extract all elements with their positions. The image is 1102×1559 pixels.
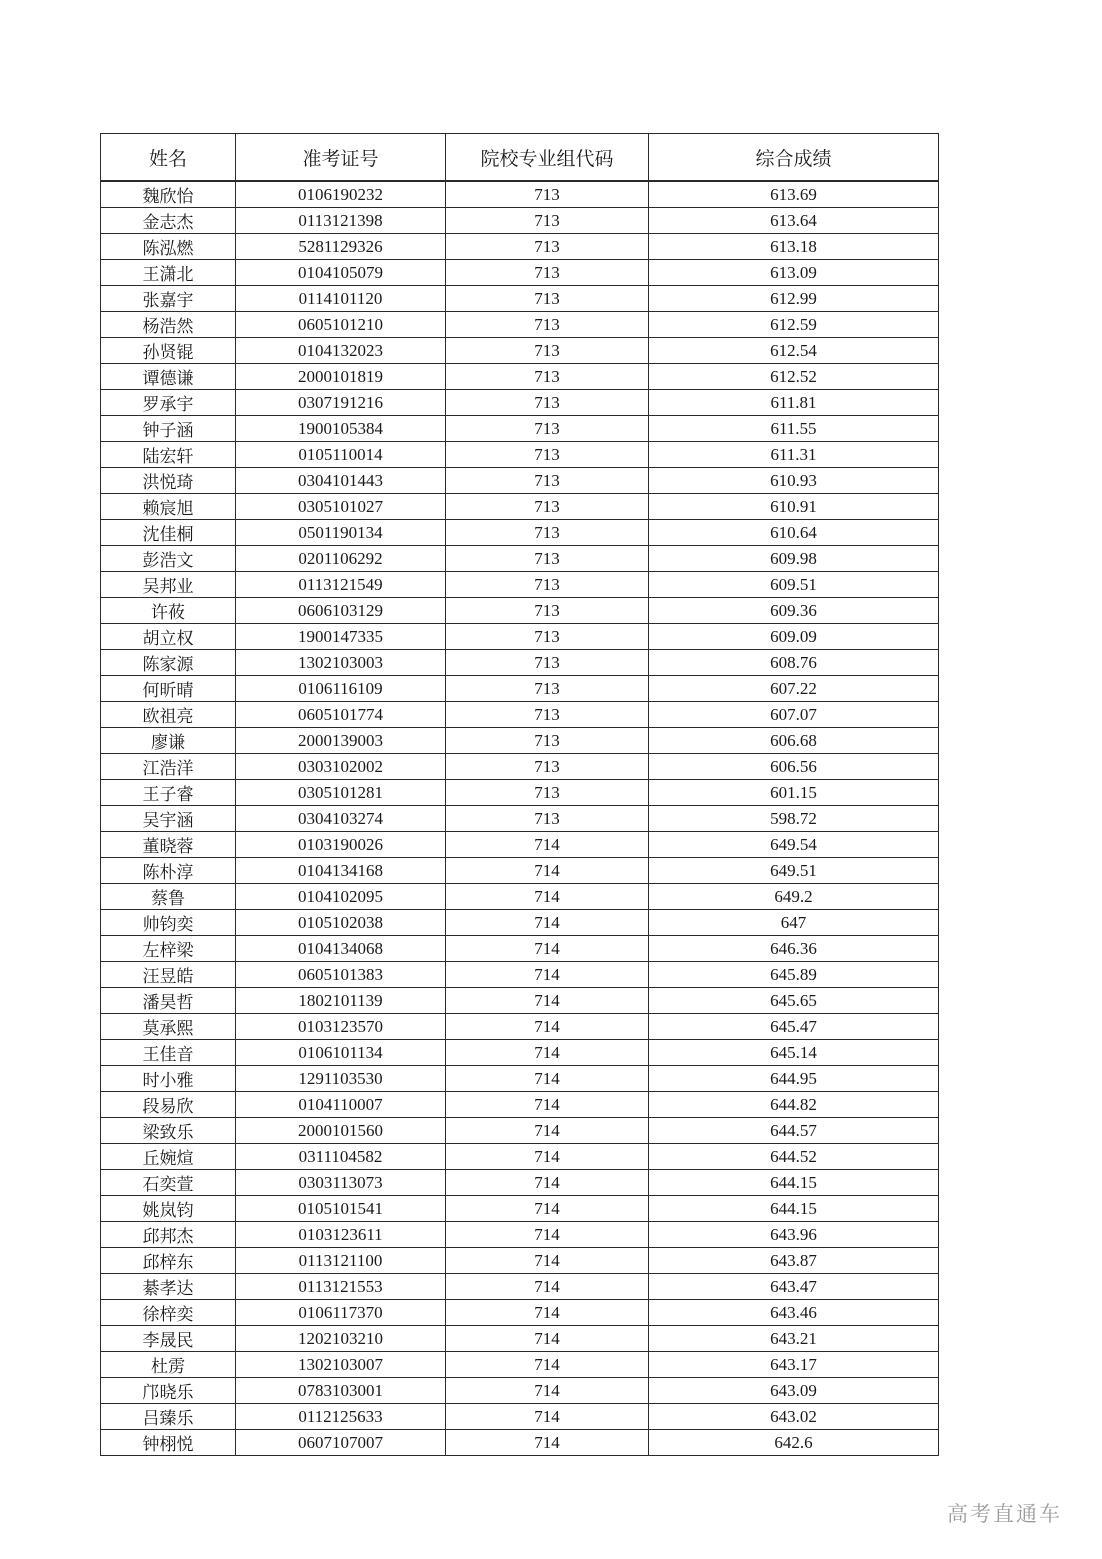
column-header: 综合成绩	[649, 134, 939, 182]
table-row	[101, 1378, 939, 1404]
table-cell: 0113121549	[236, 572, 446, 598]
table-cell: 611.81	[649, 390, 939, 416]
table-cell: 649.2	[649, 884, 939, 910]
table-cell: 0311104582	[236, 1144, 446, 1170]
table-cell: 714	[446, 1222, 649, 1248]
table-cell: 714	[446, 1170, 649, 1196]
table-cell: 彭浩文	[101, 546, 236, 572]
table-cell: 洪悦琦	[101, 468, 236, 494]
table-cell: 601.15	[649, 780, 939, 806]
table-cell: 杜雳	[101, 1352, 236, 1378]
table-cell: 610.64	[649, 520, 939, 546]
table-cell: 5281129326	[236, 234, 446, 260]
table-cell: 0104105079	[236, 260, 446, 286]
table-row	[101, 1326, 939, 1352]
table-row	[101, 1248, 939, 1274]
table-cell: 0104102095	[236, 884, 446, 910]
table-cell: 陈泓燃	[101, 234, 236, 260]
table-cell: 石奕萱	[101, 1170, 236, 1196]
table-row	[101, 780, 939, 806]
table-row	[101, 1170, 939, 1196]
table-row	[101, 598, 939, 624]
table-cell: 0303113073	[236, 1170, 446, 1196]
table-cell: 714	[446, 1144, 649, 1170]
table-row	[101, 650, 939, 676]
table-cell: 714	[446, 1066, 649, 1092]
table-cell: 沈佳桐	[101, 520, 236, 546]
table-cell: 607.22	[649, 676, 939, 702]
table-cell: 713	[446, 520, 649, 546]
table-row	[101, 936, 939, 962]
table-cell: 0201106292	[236, 546, 446, 572]
table-row	[101, 988, 939, 1014]
table-cell: 613.18	[649, 234, 939, 260]
header-row	[101, 134, 939, 182]
table-cell: 713	[446, 312, 649, 338]
table-row	[101, 468, 939, 494]
table-cell: 714	[446, 1040, 649, 1066]
table-cell: 714	[446, 1430, 649, 1456]
table-row	[101, 1430, 939, 1456]
table-row	[101, 1118, 939, 1144]
table-cell: 714	[446, 1092, 649, 1118]
table-row	[101, 1066, 939, 1092]
table-cell: 714	[446, 936, 649, 962]
table-row	[101, 494, 939, 520]
table-row	[101, 1222, 939, 1248]
table-cell: 潘昊哲	[101, 988, 236, 1014]
table-cell: 714	[446, 1118, 649, 1144]
table-cell: 713	[446, 650, 649, 676]
table-cell: 王佳音	[101, 1040, 236, 1066]
table-row	[101, 806, 939, 832]
table-cell: 598.72	[649, 806, 939, 832]
table-cell: 613.09	[649, 260, 939, 286]
table-row	[101, 884, 939, 910]
table-row	[101, 416, 939, 442]
table-row	[101, 728, 939, 754]
table-cell: 钟栩悦	[101, 1430, 236, 1456]
table-cell: 0103190026	[236, 832, 446, 858]
table-cell: 643.17	[649, 1352, 939, 1378]
table-row	[101, 181, 939, 208]
table-cell: 714	[446, 832, 649, 858]
table-cell: 蔡鲁	[101, 884, 236, 910]
table-cell: 0307191216	[236, 390, 446, 416]
table-cell: 0605101383	[236, 962, 446, 988]
table-row	[101, 1040, 939, 1066]
table-row	[101, 234, 939, 260]
table-cell: 0113121100	[236, 1248, 446, 1274]
table-cell: 647	[649, 910, 939, 936]
table-cell: 1802101139	[236, 988, 446, 1014]
table-cell: 2000139003	[236, 728, 446, 754]
table-row	[101, 390, 939, 416]
table-cell: 胡立权	[101, 624, 236, 650]
table-cell: 0304101443	[236, 468, 446, 494]
table-cell: 713	[446, 442, 649, 468]
table-row	[101, 1404, 939, 1430]
table-row	[101, 1300, 939, 1326]
table-cell: 610.91	[649, 494, 939, 520]
table-cell: 714	[446, 884, 649, 910]
table-cell: 何昕晴	[101, 676, 236, 702]
table-cell: 713	[446, 754, 649, 780]
table-row	[101, 260, 939, 286]
table-cell: 644.15	[649, 1170, 939, 1196]
table-cell: 714	[446, 1300, 649, 1326]
table-cell: 0606103129	[236, 598, 446, 624]
table-row	[101, 546, 939, 572]
column-header: 姓名	[101, 134, 236, 182]
table-cell: 1291103530	[236, 1066, 446, 1092]
table-row	[101, 1092, 939, 1118]
table-cell: 0605101774	[236, 702, 446, 728]
table-cell: 0303102002	[236, 754, 446, 780]
watermark: 高考直通车	[947, 1503, 1062, 1526]
table-cell: 649.51	[649, 858, 939, 884]
table-row	[101, 1274, 939, 1300]
table-cell: 徐梓奕	[101, 1300, 236, 1326]
table-row	[101, 676, 939, 702]
table-cell: 645.47	[649, 1014, 939, 1040]
table-cell: 魏欣怡	[101, 181, 236, 208]
table-cell: 713	[446, 468, 649, 494]
table-cell: 汪昱皓	[101, 962, 236, 988]
table-cell: 713	[446, 780, 649, 806]
table-cell: 许莜	[101, 598, 236, 624]
table-cell: 1900105384	[236, 416, 446, 442]
table-cell: 714	[446, 1274, 649, 1300]
table-cell: 罗承宇	[101, 390, 236, 416]
table-cell: 0104132023	[236, 338, 446, 364]
table-cell: 714	[446, 988, 649, 1014]
table-cell: 梁致乐	[101, 1118, 236, 1144]
table-cell: 0105102038	[236, 910, 446, 936]
table-row	[101, 1196, 939, 1222]
table-cell: 608.76	[649, 650, 939, 676]
table-cell: 713	[446, 234, 649, 260]
table-cell: 612.52	[649, 364, 939, 390]
table-cell: 0305101281	[236, 780, 446, 806]
table-cell: 0106101134	[236, 1040, 446, 1066]
table-cell: 714	[446, 858, 649, 884]
table-cell: 0106190232	[236, 181, 446, 208]
table-cell: 邝晓乐	[101, 1378, 236, 1404]
table-cell: 0113121553	[236, 1274, 446, 1300]
table-cell: 0104134168	[236, 858, 446, 884]
table-cell: 713	[446, 286, 649, 312]
table-cell: 段易欣	[101, 1092, 236, 1118]
table-cell: 713	[446, 364, 649, 390]
table-cell: 2000101560	[236, 1118, 446, 1144]
table-cell: 金志杰	[101, 208, 236, 234]
table-cell: 0103123570	[236, 1014, 446, 1040]
table-cell: 綦孝达	[101, 1274, 236, 1300]
table-cell: 643.96	[649, 1222, 939, 1248]
table-row	[101, 208, 939, 234]
table-row	[101, 910, 939, 936]
table-cell: 713	[446, 572, 649, 598]
table-cell: 609.51	[649, 572, 939, 598]
table-row	[101, 312, 939, 338]
table-cell: 莫承熙	[101, 1014, 236, 1040]
table-cell: 吴宇涵	[101, 806, 236, 832]
table-cell: 吕臻乐	[101, 1404, 236, 1430]
table-cell: 612.99	[649, 286, 939, 312]
table-cell: 713	[446, 260, 649, 286]
table-cell: 713	[446, 416, 649, 442]
table-row	[101, 364, 939, 390]
table-cell: 陈家源	[101, 650, 236, 676]
table-cell: 1900147335	[236, 624, 446, 650]
table-row	[101, 442, 939, 468]
table-cell: 613.64	[649, 208, 939, 234]
table-cell: 713	[446, 208, 649, 234]
table-cell: 642.6	[649, 1430, 939, 1456]
table-cell: 0304103274	[236, 806, 446, 832]
table-cell: 王子睿	[101, 780, 236, 806]
table-cell: 713	[446, 624, 649, 650]
table-cell: 645.65	[649, 988, 939, 1014]
table-row	[101, 702, 939, 728]
table-cell: 713	[446, 728, 649, 754]
table-cell: 廖谦	[101, 728, 236, 754]
table-cell: 董晓蓉	[101, 832, 236, 858]
column-header: 准考证号	[236, 134, 446, 182]
table-cell: 2000101819	[236, 364, 446, 390]
table-cell: 713	[446, 390, 649, 416]
table-cell: 王潇北	[101, 260, 236, 286]
table-cell: 0305101027	[236, 494, 446, 520]
table-cell: 帅钧奕	[101, 910, 236, 936]
table-cell: 609.09	[649, 624, 939, 650]
table-cell: 645.14	[649, 1040, 939, 1066]
table-cell: 606.56	[649, 754, 939, 780]
table-cell: 714	[446, 1352, 649, 1378]
table-row	[101, 962, 939, 988]
table-cell: 645.89	[649, 962, 939, 988]
table-cell: 714	[446, 1196, 649, 1222]
table-cell: 644.95	[649, 1066, 939, 1092]
table-cell: 0103123611	[236, 1222, 446, 1248]
table-cell: 邱梓东	[101, 1248, 236, 1274]
table-cell: 713	[446, 494, 649, 520]
table-cell: 714	[446, 1378, 649, 1404]
score-table-head	[101, 134, 939, 182]
table-cell: 0105101541	[236, 1196, 446, 1222]
table-cell: 0114101120	[236, 286, 446, 312]
table-cell: 714	[446, 1404, 649, 1430]
score-table-body	[101, 181, 939, 1456]
table-cell: 611.55	[649, 416, 939, 442]
table-cell: 713	[446, 806, 649, 832]
table-cell: 643.02	[649, 1404, 939, 1430]
table-cell: 714	[446, 1014, 649, 1040]
table-row	[101, 1144, 939, 1170]
table-cell: 0501190134	[236, 520, 446, 546]
table-row	[101, 572, 939, 598]
table-cell: 张嘉宇	[101, 286, 236, 312]
table-row	[101, 754, 939, 780]
table-cell: 0113121398	[236, 208, 446, 234]
table-cell: 713	[446, 598, 649, 624]
table-row	[101, 858, 939, 884]
table-cell: 613.69	[649, 181, 939, 208]
table-cell: 0104110007	[236, 1092, 446, 1118]
table-cell: 644.82	[649, 1092, 939, 1118]
table-cell: 714	[446, 962, 649, 988]
table-cell: 时小雅	[101, 1066, 236, 1092]
table-cell: 1302103007	[236, 1352, 446, 1378]
table-cell: 713	[446, 181, 649, 208]
table-cell: 612.59	[649, 312, 939, 338]
table-cell: 孙贤锟	[101, 338, 236, 364]
table-cell: 1202103210	[236, 1326, 446, 1352]
column-header: 院校专业组代码	[446, 134, 649, 182]
table-cell: 713	[446, 702, 649, 728]
table-cell: 612.54	[649, 338, 939, 364]
table-cell: 643.09	[649, 1378, 939, 1404]
table-cell: 0106117370	[236, 1300, 446, 1326]
table-cell: 713	[446, 546, 649, 572]
table-cell: 吴邦业	[101, 572, 236, 598]
table-cell: 杨浩然	[101, 312, 236, 338]
table-cell: 649.54	[649, 832, 939, 858]
table-row	[101, 624, 939, 650]
table-cell: 左梓梁	[101, 936, 236, 962]
table-cell: 713	[446, 676, 649, 702]
table-cell: 0106116109	[236, 676, 446, 702]
table-cell: 713	[446, 338, 649, 364]
table-row	[101, 338, 939, 364]
table-cell: 邱邦杰	[101, 1222, 236, 1248]
table-cell: 谭德谦	[101, 364, 236, 390]
table-row	[101, 520, 939, 546]
table-cell: 李晟民	[101, 1326, 236, 1352]
table-cell: 607.07	[649, 702, 939, 728]
table-cell: 643.87	[649, 1248, 939, 1274]
table-cell: 646.36	[649, 936, 939, 962]
table-cell: 643.46	[649, 1300, 939, 1326]
table-row	[101, 1014, 939, 1040]
table-row	[101, 286, 939, 312]
table-cell: 钟子涵	[101, 416, 236, 442]
table-cell: 0605101210	[236, 312, 446, 338]
table-cell: 610.93	[649, 468, 939, 494]
table-cell: 江浩洋	[101, 754, 236, 780]
table-cell: 644.52	[649, 1144, 939, 1170]
table-cell: 611.31	[649, 442, 939, 468]
score-table	[100, 133, 939, 1456]
table-row	[101, 832, 939, 858]
table-cell: 609.36	[649, 598, 939, 624]
table-cell: 714	[446, 910, 649, 936]
table-cell: 0105110014	[236, 442, 446, 468]
table-cell: 0104134068	[236, 936, 446, 962]
table-cell: 0607107007	[236, 1430, 446, 1456]
table-cell: 陈朴淳	[101, 858, 236, 884]
table-cell: 714	[446, 1248, 649, 1274]
table-cell: 643.47	[649, 1274, 939, 1300]
table-row	[101, 1352, 939, 1378]
table-cell: 姚岚钧	[101, 1196, 236, 1222]
table-cell: 0783103001	[236, 1378, 446, 1404]
table-cell: 丘婉煊	[101, 1144, 236, 1170]
table-cell: 643.21	[649, 1326, 939, 1352]
table-cell: 1302103003	[236, 650, 446, 676]
table-cell: 陆宏轩	[101, 442, 236, 468]
table-cell: 0112125633	[236, 1404, 446, 1430]
table-cell: 644.57	[649, 1118, 939, 1144]
table-cell: 609.98	[649, 546, 939, 572]
table-cell: 赖宸旭	[101, 494, 236, 520]
table-cell: 606.68	[649, 728, 939, 754]
table-cell: 欧祖亮	[101, 702, 236, 728]
table-cell: 644.15	[649, 1196, 939, 1222]
table-cell: 714	[446, 1326, 649, 1352]
